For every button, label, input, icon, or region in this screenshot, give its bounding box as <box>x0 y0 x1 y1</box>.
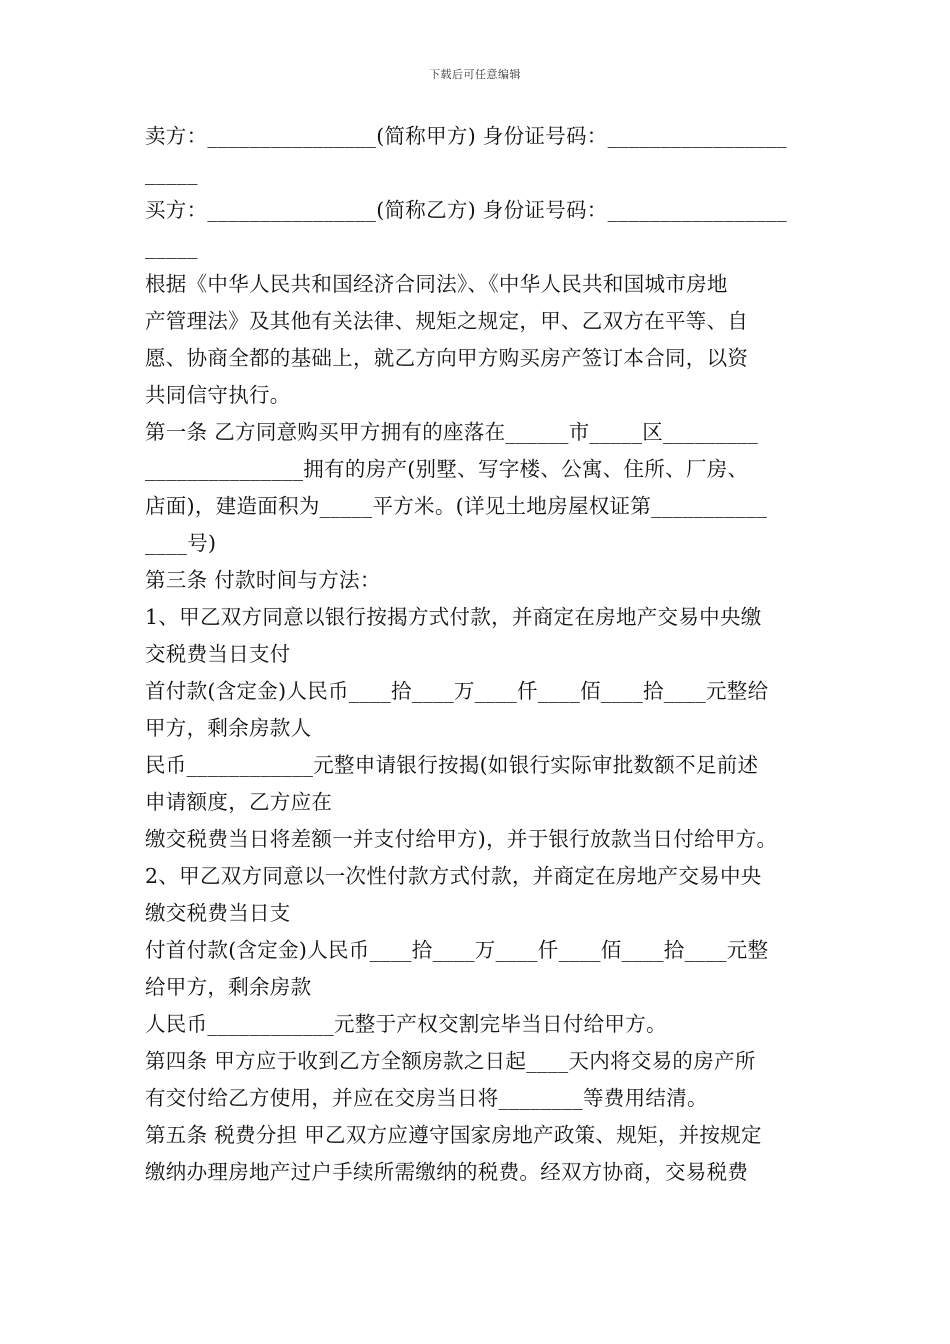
text-line: _____ <box>145 161 198 185</box>
text-line: ____号) <box>145 531 217 555</box>
text-line: 店面)，建造面积为_____平方米。(详见土地房屋权证第___________ <box>145 494 768 518</box>
text-line: _______________拥有的房产(别墅、写字楼、公寓、住所、厂房、 <box>145 457 749 481</box>
page-header: 下载后可任意编辑 <box>429 68 521 81</box>
text-line: 第五条 税费分担 甲乙双方应遵守国家房地产政策、规矩，并按规定 <box>145 1123 762 1147</box>
text-line: 给甲方，剩余房款 <box>145 975 312 999</box>
text-line: 共同信守执行。 <box>145 383 291 407</box>
text-line: 有交付给乙方使用，并应在交房当日将________等费用结清。 <box>145 1086 708 1110</box>
text-line: 首付款(含定金)人民币____拾____万____仟____佰____拾____元整给 <box>145 679 769 703</box>
text-line: 付首付款(含定金)人民币____拾____万____仟____佰____拾____元整 <box>145 938 769 962</box>
text-line: 民币____________元整申请银行按揭(如银行实际审批数额不足前述 <box>145 753 759 777</box>
text-line: _____ <box>145 235 198 259</box>
text-line: 缴纳办理房地产过户手续所需缴纳的税费。经双方协商，交易税费 <box>145 1160 749 1184</box>
text-line: 第一条 乙方同意购买甲方拥有的座落在______市_____区_________ <box>145 420 759 444</box>
text-line: 第四条 甲方应于收到乙方全额房款之日起____天内将交易的房产所 <box>145 1049 756 1073</box>
text-line: 买方：________________(简称乙方) 身份证号码：_________________ <box>145 198 787 222</box>
text-line: 缴交税费当日支 <box>145 901 291 925</box>
text-line: 卖方：________________(简称甲方) 身份证号码：_________________ <box>145 124 787 148</box>
text-line: 申请额度，乙方应在 <box>145 790 333 814</box>
text-line: 愿、协商全都的基础上，就乙方向甲方购买房产签订本合同，以资 <box>145 346 749 370</box>
text-line: 人民币____________元整于产权交割完毕当日付给甲方。 <box>145 1012 667 1036</box>
text-line: 2、甲乙双方同意以一次性付款方式付款，并商定在房地产交易中央 <box>145 864 762 888</box>
text-line: 第三条 付款时间与方法： <box>145 568 381 592</box>
text-line: 1、甲乙双方同意以银行按揭方式付款，并商定在房地产交易中央缴 <box>145 605 762 629</box>
text-line: 产管理法》及其他有关法律、规矩之规定，甲、乙双方在平等、自 <box>145 309 749 333</box>
contract-body <box>145 118 810 1191</box>
text-line: 缴交税费当日将差额一并支付给甲方)，并于银行放款当日付给甲方。 <box>145 827 778 851</box>
text-line: 根据《中华人民共和国经济合同法》、《中华人民共和国城市房地 <box>145 272 728 296</box>
text-line: 甲方，剩余房款人 <box>145 716 312 740</box>
text-line: 交税费当日支付 <box>145 642 291 666</box>
